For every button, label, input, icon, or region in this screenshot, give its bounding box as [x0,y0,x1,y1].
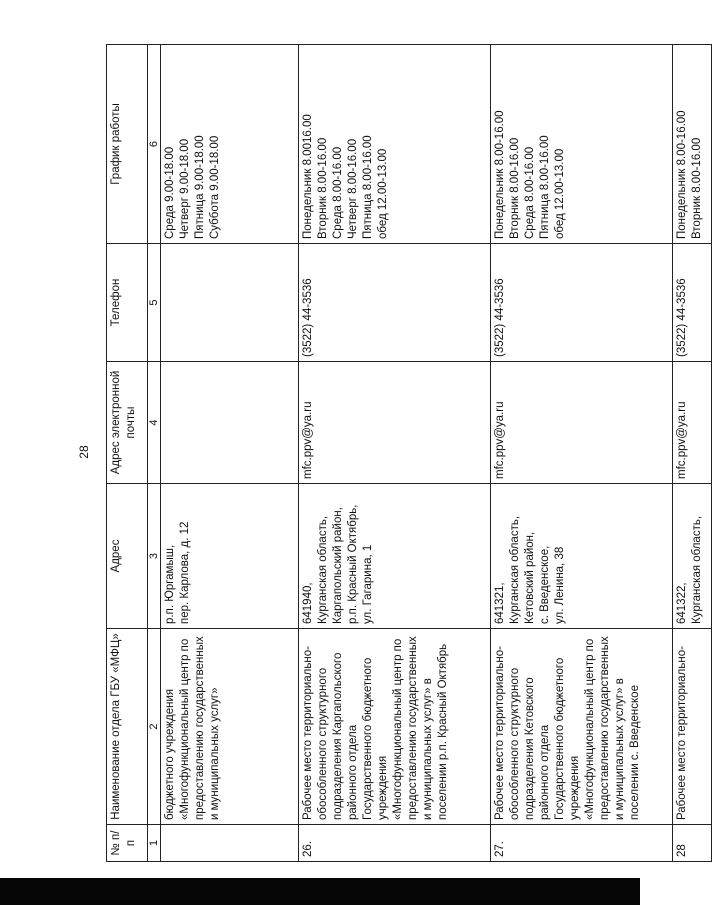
column-number-row [148,45,161,862]
mfc-offices-table [106,44,712,862]
header-office-name: Наименование отдела ГБУ «МФЦ» [107,629,148,825]
row-number: 26. [299,825,491,862]
column-number: 4 [148,362,161,484]
header-address: Адрес [107,484,148,629]
scan-border [0,878,640,905]
column-number: 6 [148,45,161,244]
row-number [161,825,299,862]
office-name: Рабочее место территориально- [673,629,712,825]
page-number: 28 [77,445,91,459]
header-phone: Телефон [107,244,148,362]
row-number: 28 [673,825,712,862]
office-address: р.п. Юргамыш, пер. Карлова, д. 12 [161,484,299,629]
office-email [161,362,299,484]
column-number: 5 [148,244,161,362]
office-schedule: Среда 9.00-18.00 Четверг 9.00-18.00 Пятница 9.00-18.00 Суббота 9.00-18.00 [161,45,299,244]
office-name: Рабочее место территориально-обособленного структурного подразделения Каргапольского районного отдела Государственного бюджетного учреждения «Многофункциональный центр по предоставлению государственных и муниципальных услуг» в поселении р.п. Красный Октябрь [299,629,491,825]
office-phone: (3522) 44-3536 [673,244,712,362]
office-name: Рабочее место территориально-обособленного структурного подразделения Кетовского районного отдела Государственного бюджетного учреждения «Многофункциональный центр по предоставлению государственных и муниципальных услуг» в поселении с. Введенское [491,629,673,825]
table-row [299,45,491,862]
office-address: 641940, Курганская область, Каргапольский район, р.п. Красный Октябрь, ул. Гагарина, 1 [299,484,491,629]
office-phone [161,244,299,362]
rotated-table-wrapper [106,45,703,862]
header-email: Адрес электронной почты [107,362,148,484]
office-email: mfc.ppv@ya.ru [491,362,673,484]
header-number: № п/п [107,825,148,862]
office-schedule: Понедельник 8.00-16.00 Вторник 8.00-16.00 [673,45,712,244]
column-number: 3 [148,484,161,629]
office-address: 641321, Курганская область, Кетовский район, с. Введенское, ул. Ленина, 38 [491,484,673,629]
column-number: 1 [148,825,161,862]
office-phone: (3522) 44-3536 [491,244,673,362]
office-name: бюджетного учреждения «Многофункциональный центр по предоставлению государственных и муниципальных услуг» [161,629,299,825]
office-email: mfc.ppv@ya.ru [299,362,491,484]
office-email: mfc.ppv@ya.ru [673,362,712,484]
office-schedule: Понедельник 8.00-16.00 Вторник 8.00-16.00 Среда 8.00-16.00 Пятница 8.00-16.00 обед 12.00-13.00 [491,45,673,244]
table-row [673,45,712,862]
table-row [491,45,673,862]
column-number: 2 [148,629,161,825]
office-phone: (3522) 44-3536 [299,244,491,362]
header-schedule: График работы [107,45,148,244]
table-row [161,45,299,862]
office-schedule: Понедельник 8.0016.00 Вторник 8.00-16.00 Среда 8.00-16.00 Четверг 8.00-16.00 Пятница 8.00-16.00 обед 12.00-13.00 [299,45,491,244]
row-number: 27. [491,825,673,862]
table-header-row [107,45,148,862]
office-address: 641322, Курганская область, [673,484,712,629]
